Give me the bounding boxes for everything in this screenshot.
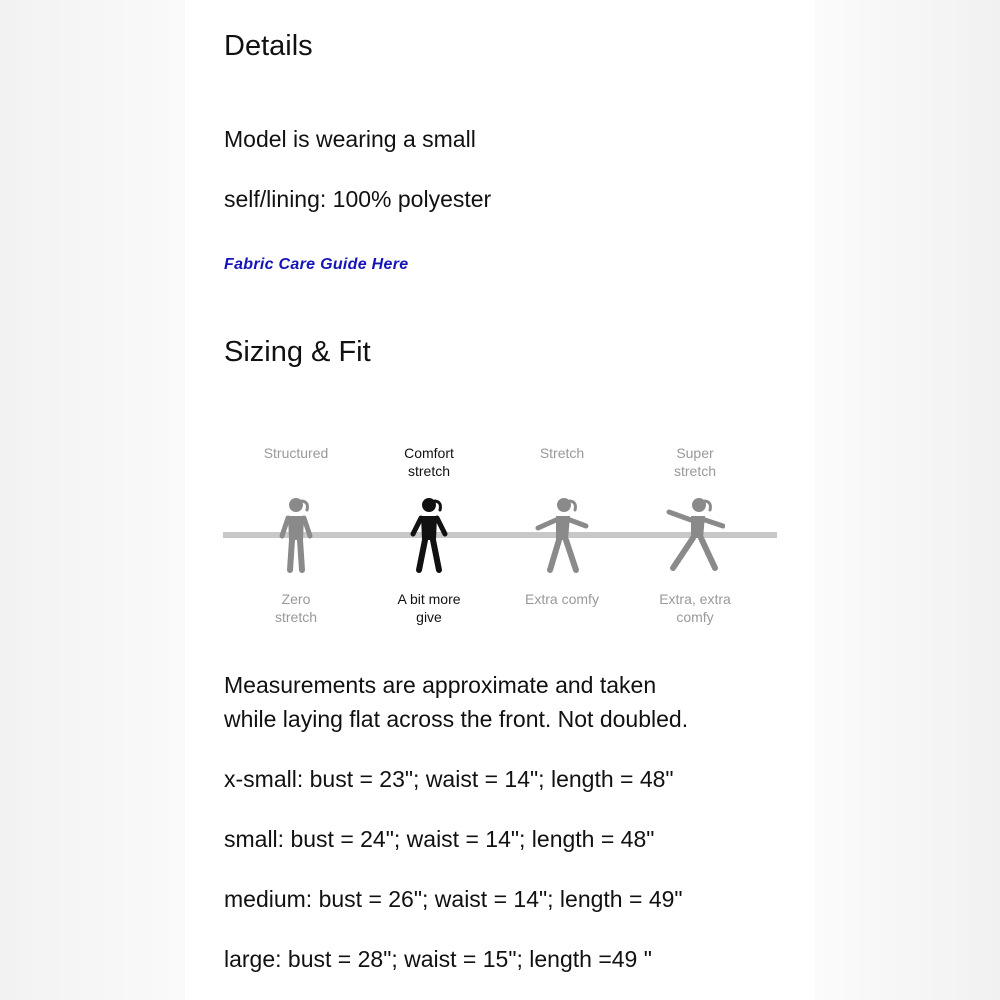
fit-bottom-label: A bit more give [397, 591, 461, 625]
size-row-x-small: x-small: bust = 23"; waist = 14"; length = 48" [224, 766, 674, 792]
fit-option-super-stretch [630, 440, 760, 640]
standing-figure-icon [266, 496, 326, 574]
measurements-note: Measurements are approximate and taken while laying flat across the front. Not doubled. [224, 672, 689, 732]
background-left [0, 0, 185, 1000]
background-right [815, 0, 1000, 1000]
fit-bottom-label: Extra comfy [525, 591, 599, 607]
lunging-figure-icon [665, 496, 725, 574]
size-row-medium: medium: bust = 26"; waist = 14"; length = 49" [224, 886, 683, 912]
fabric-care-link[interactable]: Fabric Care Guide Here [224, 256, 409, 273]
details-heading: Details [224, 30, 313, 62]
size-row-large: large: bust = 28"; waist = 15"; length =49 " [224, 946, 652, 972]
sizing-heading: Sizing & Fit [224, 336, 371, 368]
fit-bottom-label: Extra, extra comfy [659, 591, 731, 625]
fit-option-stretch [497, 440, 627, 640]
fit-top-label: Super stretch [673, 445, 716, 479]
material-info: self/lining: 100% polyester [224, 186, 492, 212]
fit-top-label: Structured [263, 445, 329, 461]
fit-bottom-label: Zero stretch [274, 591, 317, 625]
product-info-panel [185, 0, 815, 1000]
fit-scale [223, 440, 777, 640]
size-row-small: small: bust = 24"; waist = 14"; length = 48" [224, 826, 655, 852]
walking-figure-icon [399, 496, 459, 574]
fit-option-structured [231, 440, 361, 640]
fit-top-label: Stretch [539, 445, 585, 461]
model-size-note: Model is wearing a small [224, 126, 476, 152]
fit-top-label: Comfort stretch [404, 445, 454, 479]
fit-option-comfort-stretch [364, 440, 494, 640]
stretching-figure-icon [532, 496, 592, 574]
